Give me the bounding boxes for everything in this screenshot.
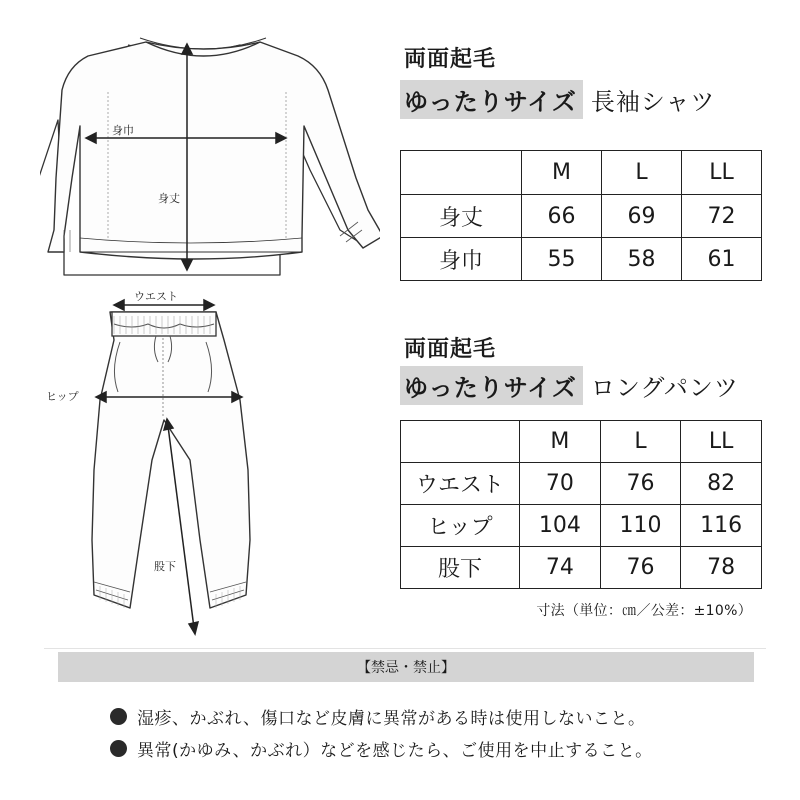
table-corner-cell <box>401 151 522 195</box>
table-cell: 55 <box>522 238 602 281</box>
size-header-m: M <box>522 151 602 195</box>
pants-hip-label: ヒップ <box>46 390 79 403</box>
table-row <box>401 463 762 505</box>
warning-item <box>110 704 646 729</box>
size-header-ll: LL <box>681 421 762 463</box>
shirt-size-table <box>400 150 762 281</box>
shirt-title-line2 <box>400 80 715 119</box>
size-header-l: L <box>602 151 682 195</box>
section-divider <box>44 648 766 649</box>
table-cell: 82 <box>681 463 762 505</box>
bullet-icon <box>110 740 127 757</box>
warning-item <box>110 736 653 761</box>
table-cell: 74 <box>520 547 601 589</box>
shirt-length-label: 身丈 <box>158 192 180 205</box>
size-header-m: M <box>520 421 601 463</box>
table-cell: 110 <box>600 505 681 547</box>
table-cell: 116 <box>681 505 762 547</box>
row-label: ウエスト <box>401 463 520 505</box>
table-cell: 58 <box>602 238 682 281</box>
shirt-width-label: 身巾 <box>112 124 134 137</box>
shirt-title-highlight: ゆったりサイズ <box>400 80 583 119</box>
pants-title-rest: ロングパンツ <box>590 374 739 402</box>
dimension-note: 寸法（単位：㎝／公差：±10%） <box>536 603 752 619</box>
pants-waist-label: ウエスト <box>134 290 178 303</box>
table-cell: 76 <box>600 463 681 505</box>
table-row <box>401 195 762 238</box>
table-row <box>401 547 762 589</box>
table-cell: 104 <box>520 505 601 547</box>
bullet-icon <box>110 708 127 725</box>
table-cell: 70 <box>520 463 601 505</box>
row-label: 身巾 <box>401 238 522 281</box>
pants-illustration <box>40 290 280 645</box>
table-cell: 72 <box>682 195 762 238</box>
table-cell: 66 <box>522 195 602 238</box>
size-header-l: L <box>600 421 681 463</box>
shirt-title-line1: 両面起毛 <box>404 47 497 72</box>
table-row <box>401 505 762 547</box>
pants-title-highlight: ゆったりサイズ <box>400 366 583 405</box>
row-label: 身丈 <box>401 195 522 238</box>
table-cell: 69 <box>602 195 682 238</box>
table-cell: 76 <box>600 547 681 589</box>
pants-inseam-label: 股下 <box>154 560 176 573</box>
warning-text: 異常(かゆみ、かぶれ）などを感じたら、ご使用を中止すること。 <box>137 741 653 761</box>
shirt-illustration <box>40 30 380 285</box>
warning-header: 【禁忌・禁止】 <box>58 652 754 682</box>
table-cell: 78 <box>681 547 762 589</box>
row-label: ヒップ <box>401 505 520 547</box>
table-corner-cell <box>401 421 520 463</box>
pants-title-line2 <box>400 366 739 405</box>
shirt-title-rest: 長袖シャツ <box>590 88 716 116</box>
pants-size-table <box>400 420 762 589</box>
table-row <box>401 238 762 281</box>
pants-title-line1: 両面起毛 <box>404 337 497 362</box>
table-cell: 61 <box>682 238 762 281</box>
row-label: 股下 <box>401 547 520 589</box>
size-header-ll: LL <box>682 151 762 195</box>
warning-text: 湿疹、かぶれ、傷口など皮膚に異常がある時は使用しないこと。 <box>137 709 646 729</box>
